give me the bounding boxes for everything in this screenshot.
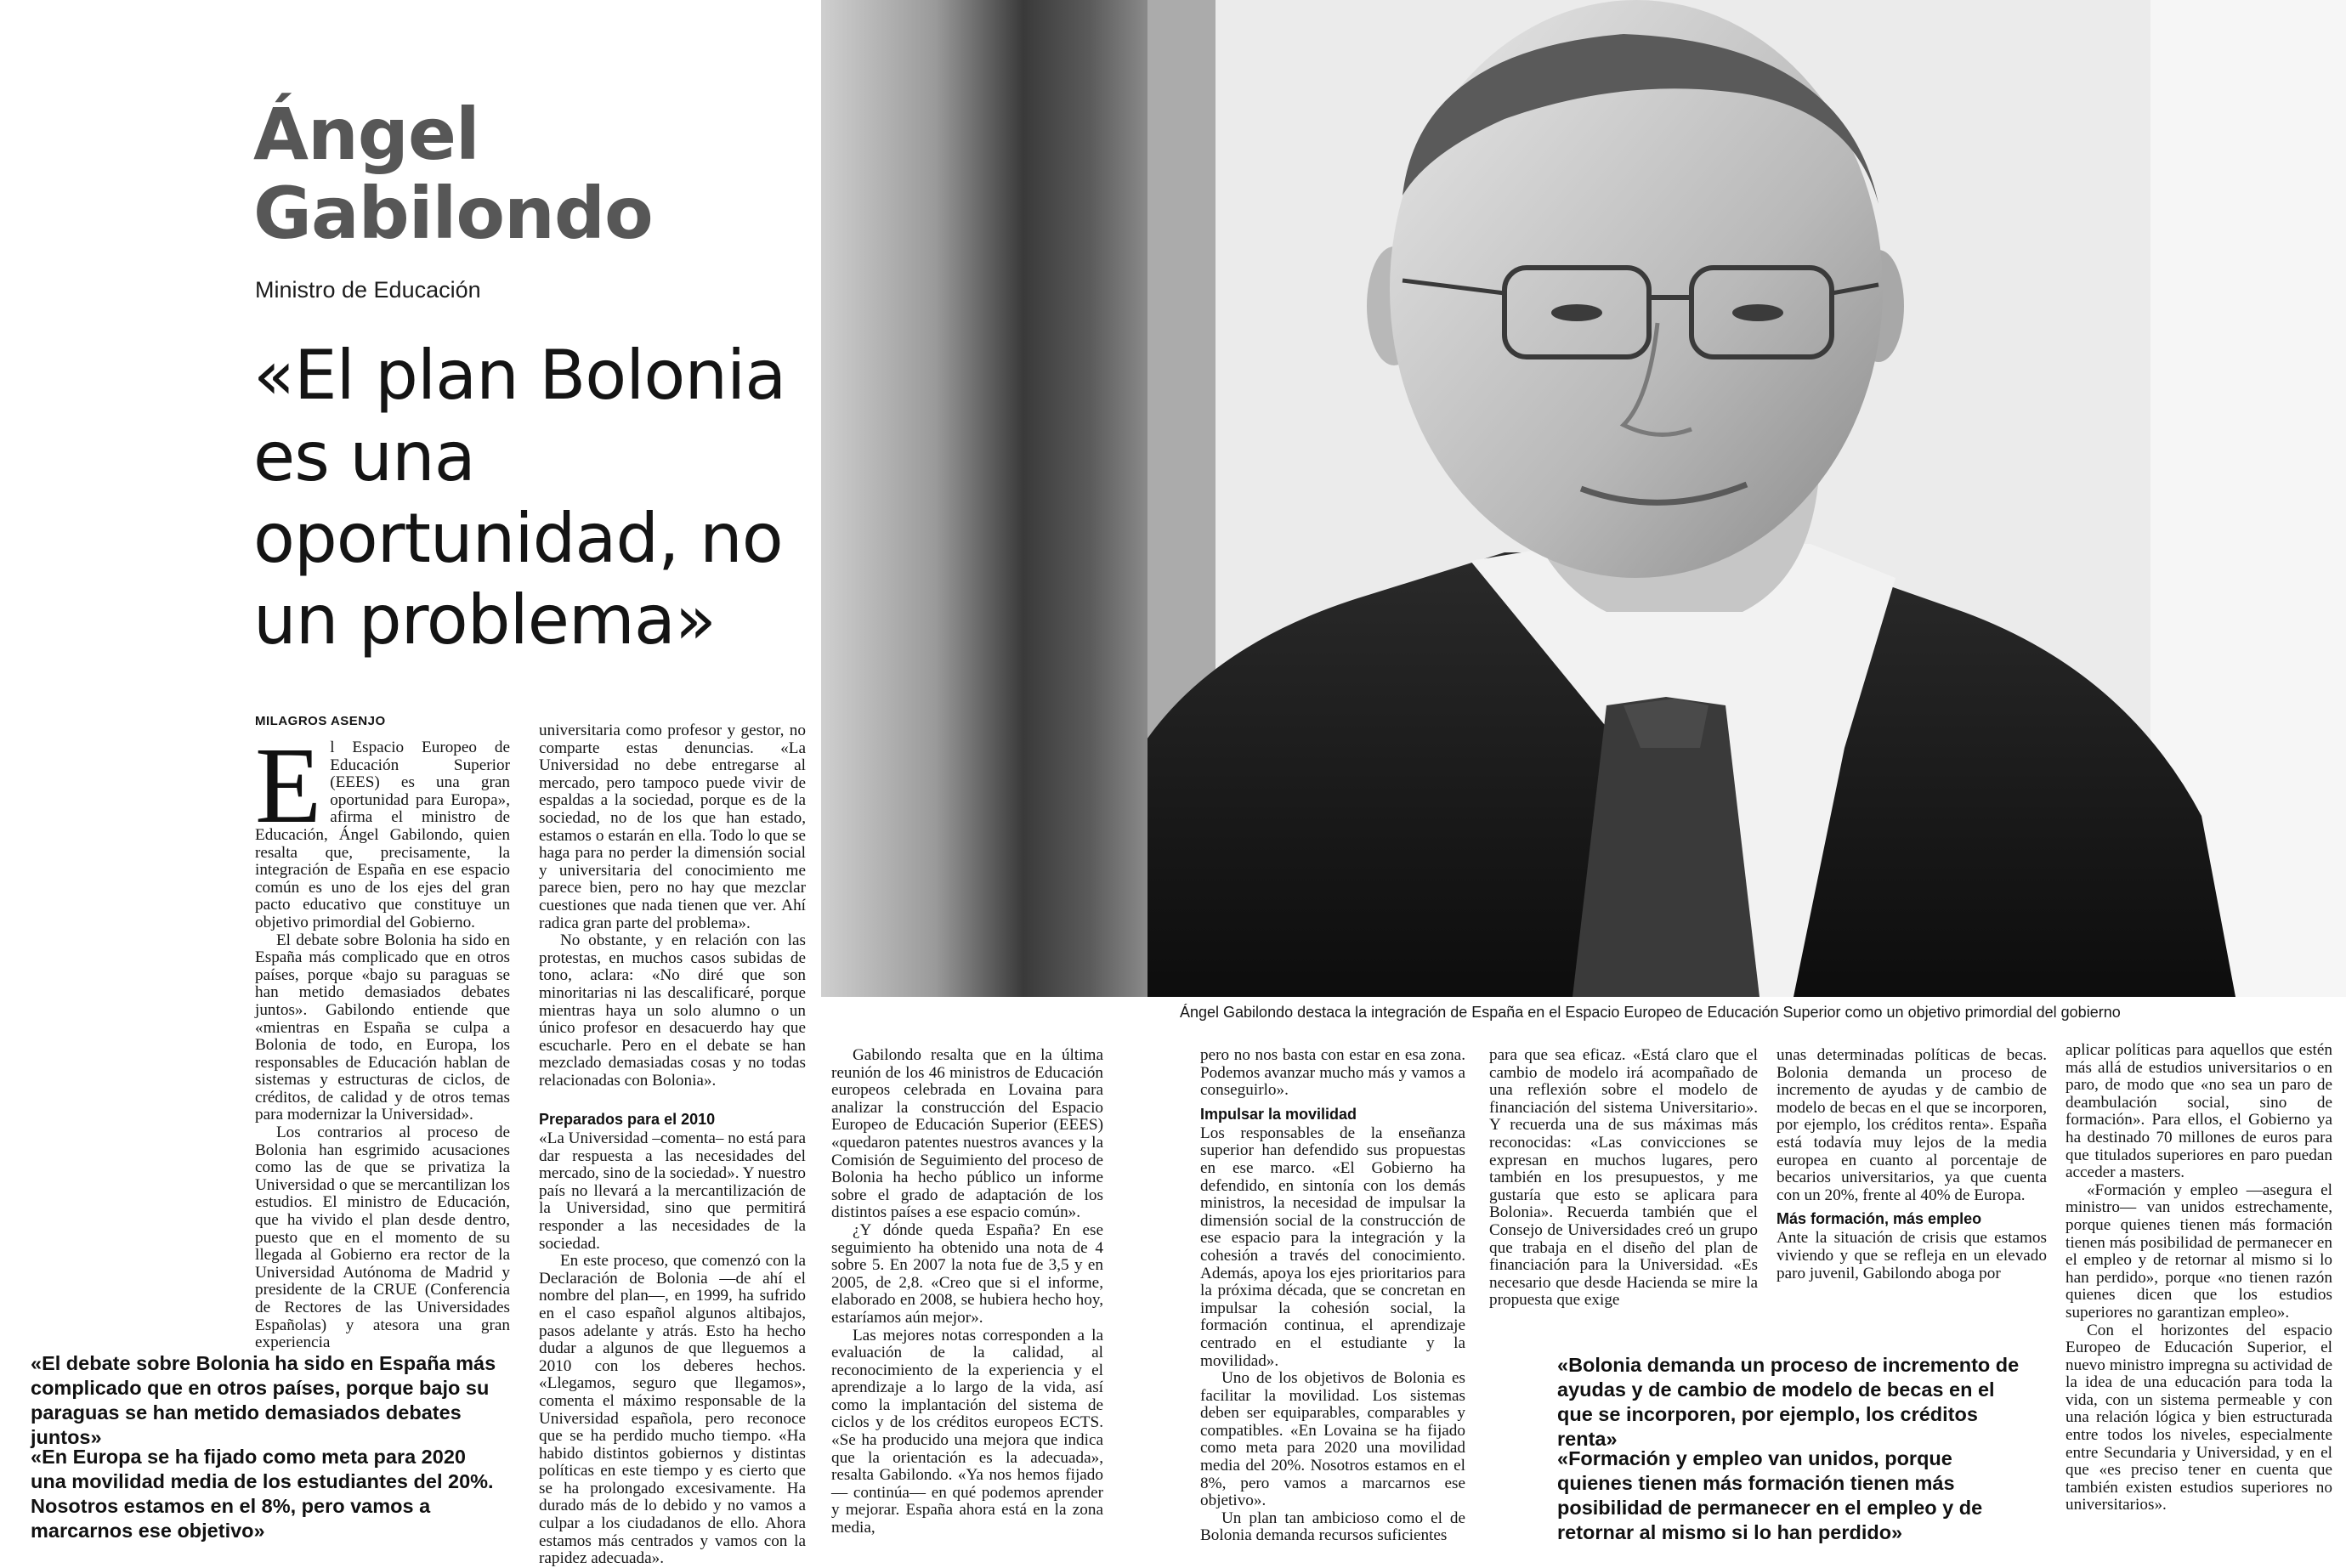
article-column-4 bbox=[831, 1047, 1103, 1537]
portrait-illustration bbox=[1148, 0, 2346, 997]
paragraph: para que sea eficaz. «Está claro que el cambio de modelo irá acompañado de una reflexión sobre el modelo de financiación del sistema Universitario». Y recuerda una de sus máximas más reconocidas: «Las convicciones se expresan en muchos lugares, pero también en los presupuestos, y me gustaría que esto se aplicara para Bolonia». Recuerda también que el Consejo de Universidades creó un grupo que trabaja en el diseño del plan de financiación para la Universidad. «Es necesario que desde Hacienda se mire la propuesta que exige bbox=[1489, 1046, 1758, 1310]
article-column-3 bbox=[539, 1105, 806, 1568]
subheading: Impulsar la movilidad bbox=[1200, 1105, 1357, 1123]
subject-first-name: Ángel bbox=[253, 93, 479, 176]
headline: «El plan Bolonia es una oportunidad, no un problema» bbox=[253, 336, 786, 659]
paragraph: «La Universidad –comenta– no está para dar respuesta a las necesidades del mercado, sino de la sociedad». Y nuestro país no llevará a la mercantilización de la Universidad, sino que permitirá responder a las necesidades de la sociedad. bbox=[539, 1129, 807, 1253]
pull-quote: «El debate sobre Bolonia ha sido en España más complicado que en otros países, porque bajo su paraguas se han metido demasiados debates juntos» bbox=[31, 1352, 496, 1448]
portrait-photo bbox=[1148, 0, 2346, 997]
pull-quote: «Bolonia demanda un proceso de incremento de ayudas y de cambio de modelo de becas en el que se incorporen, por ejemplo, los créditos renta» bbox=[1557, 1354, 2020, 1450]
paragraph: Los contrarios al proceso de Bolonia han esgrimido acusaciones como las de que se privatiza la Universidad o que se mercantilizan los estudios. El ministro de Educación, que ha vivido el plan desde dentro, puesto que en el momento de su llegada al Gobierno era rector de la Universidad Autónoma de Madrid y presidente de la CRUE (Conferencia de Rectores de las Universidades Españolas) y atesora una gran experiencia bbox=[255, 1124, 510, 1352]
article-column-2 bbox=[539, 722, 806, 1090]
article-column-1 bbox=[255, 725, 510, 1352]
pull-quote: «En Europa se ha fijado como meta para 2020 una movilidad media de los estudiantes del 20%. Nosotros estamos en el 8%, pero vamos a marcarnos ese objetivo» bbox=[31, 1446, 494, 1542]
paragraph: unas determinadas políticas de becas. Bolonia demanda un proceso de incremento de ayudas y de cambio de modelo de becas en el que se incorporen, por ejemplo, los créditos renta». España está todavía muy lejos de la media europea en cuanto al porcentaje de becarios universitarios, ya que cuenta con un 20%, frente al 40% de Europa. bbox=[1776, 1046, 2047, 1204]
article-column-8 bbox=[2066, 1042, 2332, 1514]
pull-quote: «Formación y empleo van unidos, porque quienes tienen más formación tienen más posibilidad de permanecer en el empleo y de retornar al mismo si lo han perdido» bbox=[1557, 1447, 1983, 1543]
subject-last-name: Gabilondo bbox=[253, 172, 653, 255]
paragraph: Ante la situación de crisis que estamos viviendo y que se refleja en un elevado paro juvenil, Gabilondo aboga por bbox=[1776, 1229, 2047, 1282]
byline: MILAGROS ASENJO bbox=[255, 714, 386, 728]
photo-background-flag bbox=[821, 0, 1148, 997]
paragraph: universitaria como profesor y gestor, no comparte estas denuncias. «La Universidad no debe entregarse al mercado, pero tampoco puede vivir de espaldas a la sociedad, porque es de la sociedad, no de los que han estado, estamos o estarán en ella. Todo lo que se haga para no perder la dimensión social y universitaria del conocimiento me parece bien, pero no hay que mezclar cuestiones que nada tienen que ver. Ahí radica gran parte del problema». bbox=[539, 722, 806, 932]
paragraph: No obstante, y en relación con las protestas, en muchos casos subidas de tono, aclara: «No diré que son minoritarias ni las descalificaré, porque mientras haya un solo alumno o un único profesor en desacuerdo hay que escucharle. Pero en el debate se han mezclado demasiadas cosas y no todas relacionadas con Bolonia». bbox=[539, 931, 806, 1090]
article-column-7 bbox=[1776, 1047, 2047, 1282]
article-column-6 bbox=[1489, 1047, 1758, 1310]
article-column-5 bbox=[1200, 1047, 1465, 1545]
paragraph: «Formación y empleo —asegura el ministro— van unidos estrechamente, porque quienes tienen más formación tienen más posibilidad de permanecer en el empleo y de retornar al mismo si lo han perdido», porque «no tienen razón quienes dicen que los estudios superiores no garantizan empleo». bbox=[2066, 1180, 2332, 1322]
paragraph: En este proceso, que comenzó con la Declaración de Bolonia —de ahí el nombre del plan—, en 1999, ha sufrido en el caso español algunos altibajos, pasos adelante y atrás. Esto ha hecho dudar a algunos de que lleguemos a 2010 con los deberes hechos. «Llegamos, seguro que llegamos», comenta el máximo responsable de la Universidad española, pero reconoce que se ha perdido mucho tiempo. «Ha habido distintos gobiernos y distintas políticas en este tiempo y es cierto que se ha prolongado excesivamente. Ha durado más de lo debido y no vamos a culpar a los ciudadanos de ello. Ahora estamos más centrados y vamos con la rapidez adecuada». bbox=[539, 1252, 806, 1568]
subheading: Más formación, más empleo bbox=[1776, 1210, 1982, 1228]
paragraph: Las mejores notas corresponden a la evaluación de la calidad, al reconocimiento de la experiencia y el aprendizaje a lo largo de la vida, así como la implantación del sistema de ciclos y de los créditos europeos ECTS. «Se ha producido una mejora que indica que la orientación es la adecuada», resalta Gabilondo. «Ya nos hemos fijado— continúa— en qué podemos aprender y mejorar. España ahora está en la zona media, bbox=[831, 1326, 1103, 1537]
paragraph: Gabilondo resalta que en la última reunión de los 46 ministros de Educación europeos celebrada en Lovaina para analizar la construcción del Espacio Europeo de Educación Superior (EEES) «quedaron patentes nuestros avances y la Comisión de Seguimiento del proceso de Bolonia ha hecho público un informe sobre el grado de adaptación de los distintos países a ese espacio común». bbox=[831, 1046, 1103, 1222]
subheading: Preparados para el 2010 bbox=[539, 1111, 716, 1128]
paragraph: El debate sobre Bolonia ha sido en España más complicado que en otros países, porque «bajo su paraguas se han metido demasiados debates juntos». Gabilondo entiende que «mientras en España se culpa a Bolonia de todo, en Europa, los responsables de Educación hablan de sistemas y estructuras de ciclos, de créditos, de calidad y de otros temas para modernizar la Universidad». bbox=[255, 931, 510, 1124]
subject-name bbox=[253, 95, 797, 253]
drop-cap: E bbox=[255, 725, 322, 846]
paragraph: Con el horizontes del espacio Europeo de Educación Superior, el nuevo ministro impregna su actividad de la idea de una educación para toda la vida, con un sistema permeable y con una relación lógica y bien estructurada entre todos los niveles, especialmente entre Secundaria y Universidad, y en el que «es preciso tener en cuenta que también existen estudios superiores no universitarios». bbox=[2066, 1321, 2332, 1514]
subject-role: Ministro de Educación bbox=[255, 277, 481, 303]
photo-caption: Ángel Gabilondo destaca la integración de España en el Espacio Europeo de Educación Superior como un objetivo primordial del gobierno bbox=[1180, 1004, 2121, 1021]
paragraph: aplicar políticas para aquellos que estén más allá de estudios universitarios o en paro, de modo que «no sea un paro de deambulación social, sino de formación». Para ellos, el Gobierno ya ha destinado 70 millones de euros para que titulados superiores en paro puedan acceder a masters. bbox=[2066, 1041, 2332, 1182]
paragraph: l Espacio Europeo de Educación Superior (EEES) es una gran oportunidad para Europa», afirma el ministro de Educación, Ángel Gabilondo, quien resalta que, precisamente, la integración de España en ese espacio común es uno de los ejes del gran pacto educativo que constituye un objetivo primordial del Gobierno. bbox=[255, 739, 510, 931]
paragraph: Un plan tan ambicioso como el de Bolonia demanda recursos suficientes bbox=[1200, 1509, 1465, 1545]
paragraph: Los responsables de la enseñanza superior han defendido sus propuestas en ese marco. «El Gobierno ha defendido, en sintonía con los demás ministros, la necesidad de impulsar la dimensión social de la construcción de ese espacio para la integración y la cohesión a través del conocimiento. Además, apoya los ejes prioritarios para la próxima década, que se concretan en impulsar la cohesión social, la formación continua, el aprendizaje centrado en el estudiante y la movilidad». bbox=[1200, 1124, 1465, 1370]
paragraph: Uno de los objetivos de Bolonia es facilitar la movilidad. Los sistemas deben ser equiparables, comparables y compatibles. «En Lovaina se ha fijado como meta para 2020 una movilidad media del 20%. Nosotros estamos en el 8%, pero vamos a marcarnos ese objetivo». bbox=[1200, 1369, 1465, 1510]
paragraph: ¿Y dónde queda España? En ese seguimiento ha obtenido una nota de 4 sobre 5. En 2007 la nota fue de 3,5 y en 2005, de 2,8. «Creo que si el informe, elaborado en 2008, se hubiera hecho hoy, estaríamos aún mejor». bbox=[831, 1220, 1103, 1327]
paragraph: pero no nos basta con estar en esa zona. Podemos avanzar mucho más y vamos a conseguirlo». bbox=[1200, 1046, 1465, 1100]
